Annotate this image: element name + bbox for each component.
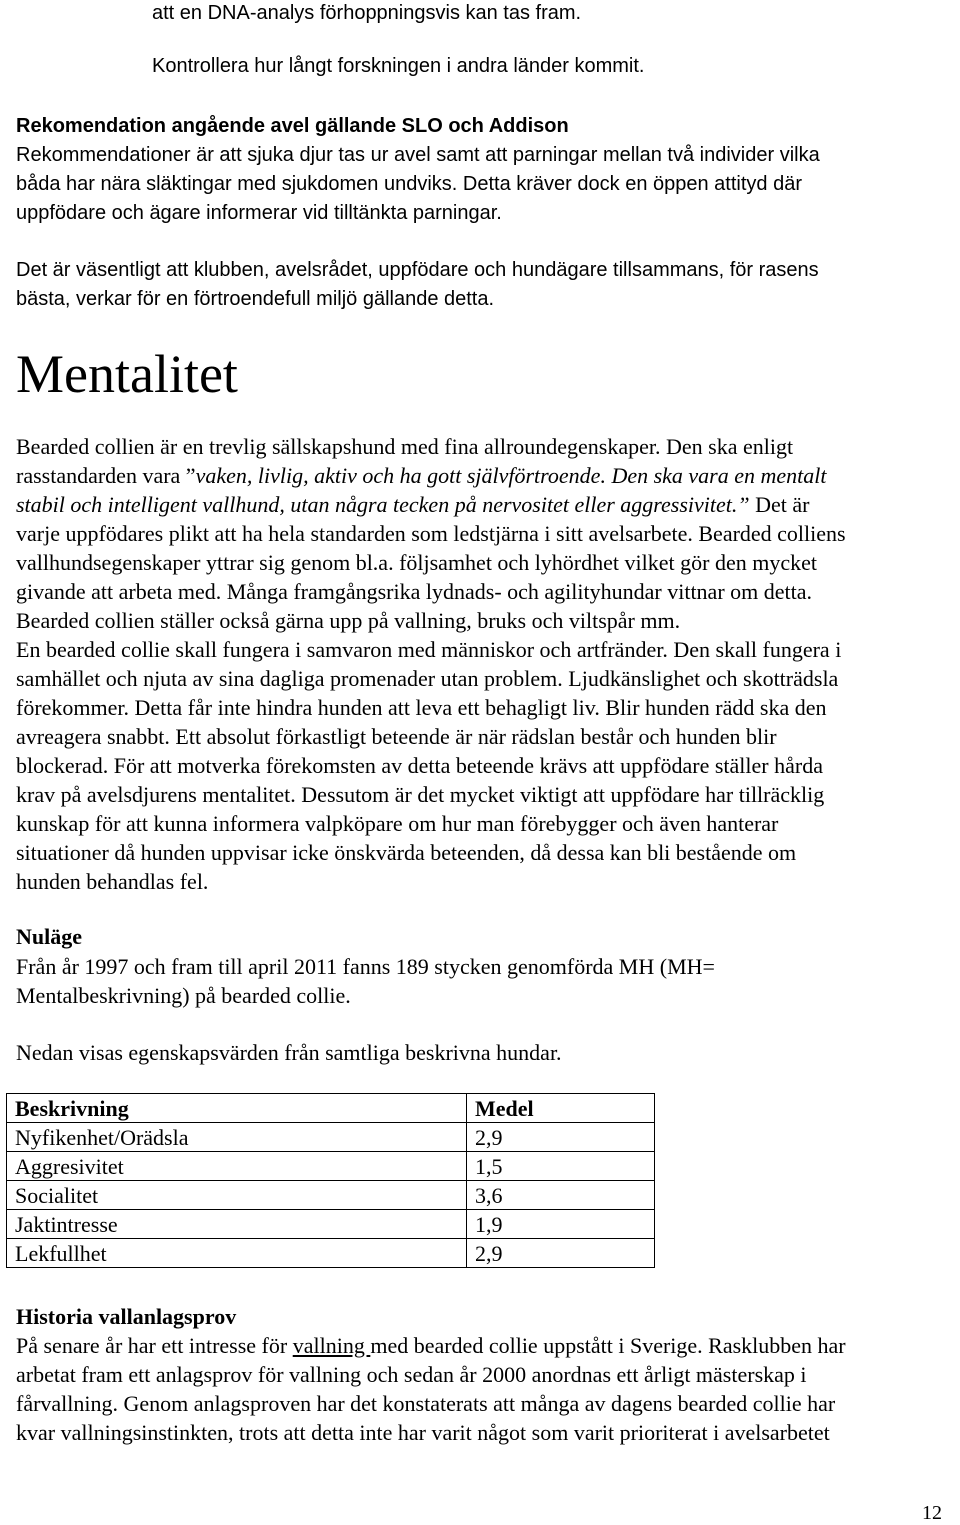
table-row: [7, 1181, 655, 1210]
rekommendation-para2-line: Det är väsentligt att klubben, avelsrådet, uppfödare och hundägare tillsammans, för rasens: [16, 259, 819, 281]
table-row: [7, 1152, 655, 1181]
mentalitet-line: givande att arbeta med. Många framgångsrika lydnads- och agilityhundar vittnar om detta.: [16, 579, 813, 604]
standard-quote: vaken, livlig, aktiv och ha gott självförtroende. Den ska vara en mentalt: [195, 463, 827, 488]
historia-line: arbetat fram ett anlagsprov för vallning och sedan år 2000 anordnas ett årligt mästerskap i: [16, 1362, 807, 1387]
table-cell-beskrivning: Nyfikenhet/Orädsla: [7, 1123, 467, 1152]
rekommendation-line: uppfödare och ägare informerar vid tilltänkta parningar.: [16, 202, 502, 224]
table-cell-medel: 2,9: [467, 1239, 655, 1268]
egenskaper-table: [6, 1093, 655, 1268]
vallning-link[interactable]: vallning: [292, 1333, 371, 1358]
mentalitet-line: förekommer. Detta får inte hindra hunden att leva ett behagligt liv. Blir hunden rädd ska den: [16, 695, 827, 720]
rekommendation-para2-line: bästa, verkar för en förtroendefull miljö gällande detta.: [16, 288, 495, 310]
historia-heading: Historia vallanlagsprov: [16, 1304, 237, 1329]
mentalitet-line: [16, 461, 827, 490]
historia-line: kvar vallningsinstinkten, trots att detta inte har varit något som varit prioriterat i avelsarbetet: [16, 1420, 830, 1445]
historia-line: fårvallning. Genom anlagsproven har det konstaterats att många av dagens bearded collie har: [16, 1391, 836, 1416]
intro-line-2: Kontrollera hur långt forskningen i andra länder kommit.: [152, 55, 645, 77]
mentalitet-line: hunden behandlas fel.: [16, 869, 209, 894]
nulage-line: Från år 1997 och fram till april 2011 fanns 189 stycken genomförda MH (MH=: [16, 954, 715, 979]
mentalitet-line: situationer då hunden uppvisar icke önskvärda beteenden, då dessa kan bli bestående om: [16, 840, 797, 865]
table-row: [7, 1210, 655, 1239]
header-beskrivning: Beskrivning: [7, 1094, 467, 1123]
table-header-row: [7, 1094, 655, 1123]
mentalitet-heading: Mentalitet: [16, 344, 238, 404]
nulage-heading: Nuläge: [16, 924, 82, 949]
mentalitet-text: rasstandarden vara ”: [16, 463, 196, 488]
historia-line: [16, 1331, 846, 1360]
table-row: [7, 1239, 655, 1268]
mentalitet-line: kunskap för att kunna informera valpköpare om hur man förebygger och även hanterar: [16, 811, 779, 836]
mentalitet-line: [16, 490, 809, 519]
page-number: 12: [922, 1502, 942, 1524]
intro-line-1: att en DNA-analys förhoppningsvis kan tas fram.: [152, 2, 582, 24]
table-cell-beskrivning: Socialitet: [7, 1181, 467, 1210]
table-cell-beskrivning: Aggresivitet: [7, 1152, 467, 1181]
table-row: [7, 1123, 655, 1152]
standard-quote: stabil och intelligent vallhund, utan några tecken på nervositet eller aggressivitet.”: [16, 492, 750, 517]
table-cell-medel: 1,9: [467, 1210, 655, 1239]
rekommendation-heading: Rekomendation angående avel gällande SLO och Addison: [16, 115, 569, 137]
table-cell-medel: 1,5: [467, 1152, 655, 1181]
mentalitet-line: Bearded collien är en trevlig sällskapshund med fina allroundegenskaper. Den ska enligt: [16, 434, 794, 459]
rekommendation-line: båda har nära släktingar med sjukdomen undviks. Detta kräver dock en öppen attityd där: [16, 173, 802, 195]
mentalitet-line: Bearded collien ställer också gärna upp på vallning, bruks och viltspår mm.: [16, 608, 681, 633]
table-cell-medel: 3,6: [467, 1181, 655, 1210]
mentalitet-line: blockerad. För att motverka förekomsten av detta beteende krävs att uppfödare ställer hårda: [16, 753, 823, 778]
table-cell-beskrivning: Lekfullhet: [7, 1239, 467, 1268]
mentalitet-line: samhället och njuta av sina dagliga promenader utan problem. Ljudkänslighet och skotträdsla: [16, 666, 839, 691]
mentalitet-line: vallhundsegenskaper yttrar sig genom bl.a. följsamhet och lyhördhet vilket gör den mycket: [16, 550, 817, 575]
table-cell-beskrivning: Jaktintresse: [7, 1210, 467, 1239]
mentalitet-line: En bearded collie skall fungera i samvaron med människor och artfränder. Den skall fungera i: [16, 637, 842, 662]
mentalitet-line: varje uppfödares plikt att ha hela standarden som ledstjärna i sitt avelsarbete. Bearded colliens: [16, 521, 846, 546]
historia-text: På senare år har ett intresse för: [16, 1333, 293, 1358]
rekommendation-line: Rekommendationer är att sjuka djur tas ur avel samt att parningar mellan två individer vilka: [16, 144, 820, 166]
historia-text: med bearded collie uppstått i Sverige. Rasklubben har: [370, 1333, 846, 1358]
nulage-line: Mentalbeskrivning) på bearded collie.: [16, 983, 351, 1008]
nulage-para2: Nedan visas egenskapsvärden från samtliga beskrivna hundar.: [16, 1040, 562, 1065]
mentalitet-line: krav på avelsdjurens mentalitet. Dessutom är det mycket viktigt att uppfödare har tillräcklig: [16, 782, 825, 807]
mentalitet-text: Det är: [749, 492, 810, 517]
header-medel: Medel: [467, 1094, 655, 1123]
table-cell-medel: 2,9: [467, 1123, 655, 1152]
mentalitet-line: avreagera snabbt. Ett absolut förkastligt beteende är när rädslan består och hunden blir: [16, 724, 777, 749]
